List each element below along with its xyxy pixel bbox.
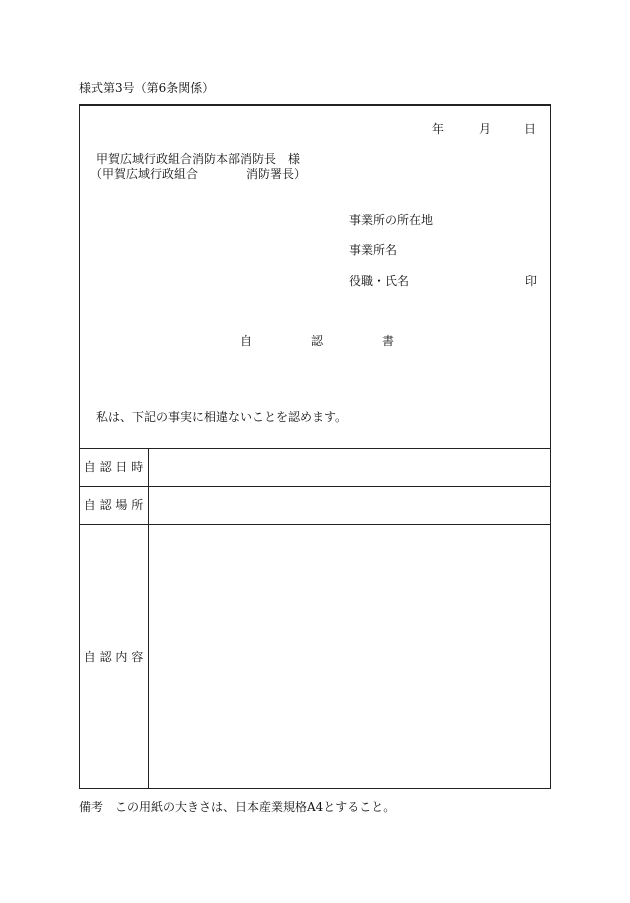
table-row-label: 自 認 場 所 [83,498,144,512]
recognition-place-field[interactable] [149,487,550,523]
footnote: 備考 この用紙の大きさは、日本産業規格A4とすること。 [79,800,396,814]
recognition-datetime-field[interactable] [149,449,550,485]
title-name-label: 役職・氏名 [349,274,410,288]
document-title-char-1: 自 [240,334,253,348]
document-title-char-3: 書 [382,334,395,348]
document-title-char-2: 認 [311,334,324,348]
business-name-label: 事業所名 [349,243,398,257]
table-row-label: 自 認 内 容 [83,650,144,664]
date-year-label: 年 [432,122,445,136]
date-month-label: 月 [479,122,492,136]
table-row-label: 自 認 日 時 [83,460,144,474]
addressee-line-2: （甲賀広域行政組合 消防署長） [90,167,307,181]
address-label: 事業所の所在地 [349,213,434,227]
seal-mark: 印 [525,274,538,288]
statement-text: 私は、下記の事実に相違ないことを認めます。 [96,410,348,424]
form-number: 様式第3号（第6条関係） [79,81,215,95]
addressee-line-1: 甲賀広域行政組合消防本部消防長 様 [96,152,301,166]
recognition-content-field[interactable] [149,525,550,788]
date-day-label: 日 [524,122,537,136]
